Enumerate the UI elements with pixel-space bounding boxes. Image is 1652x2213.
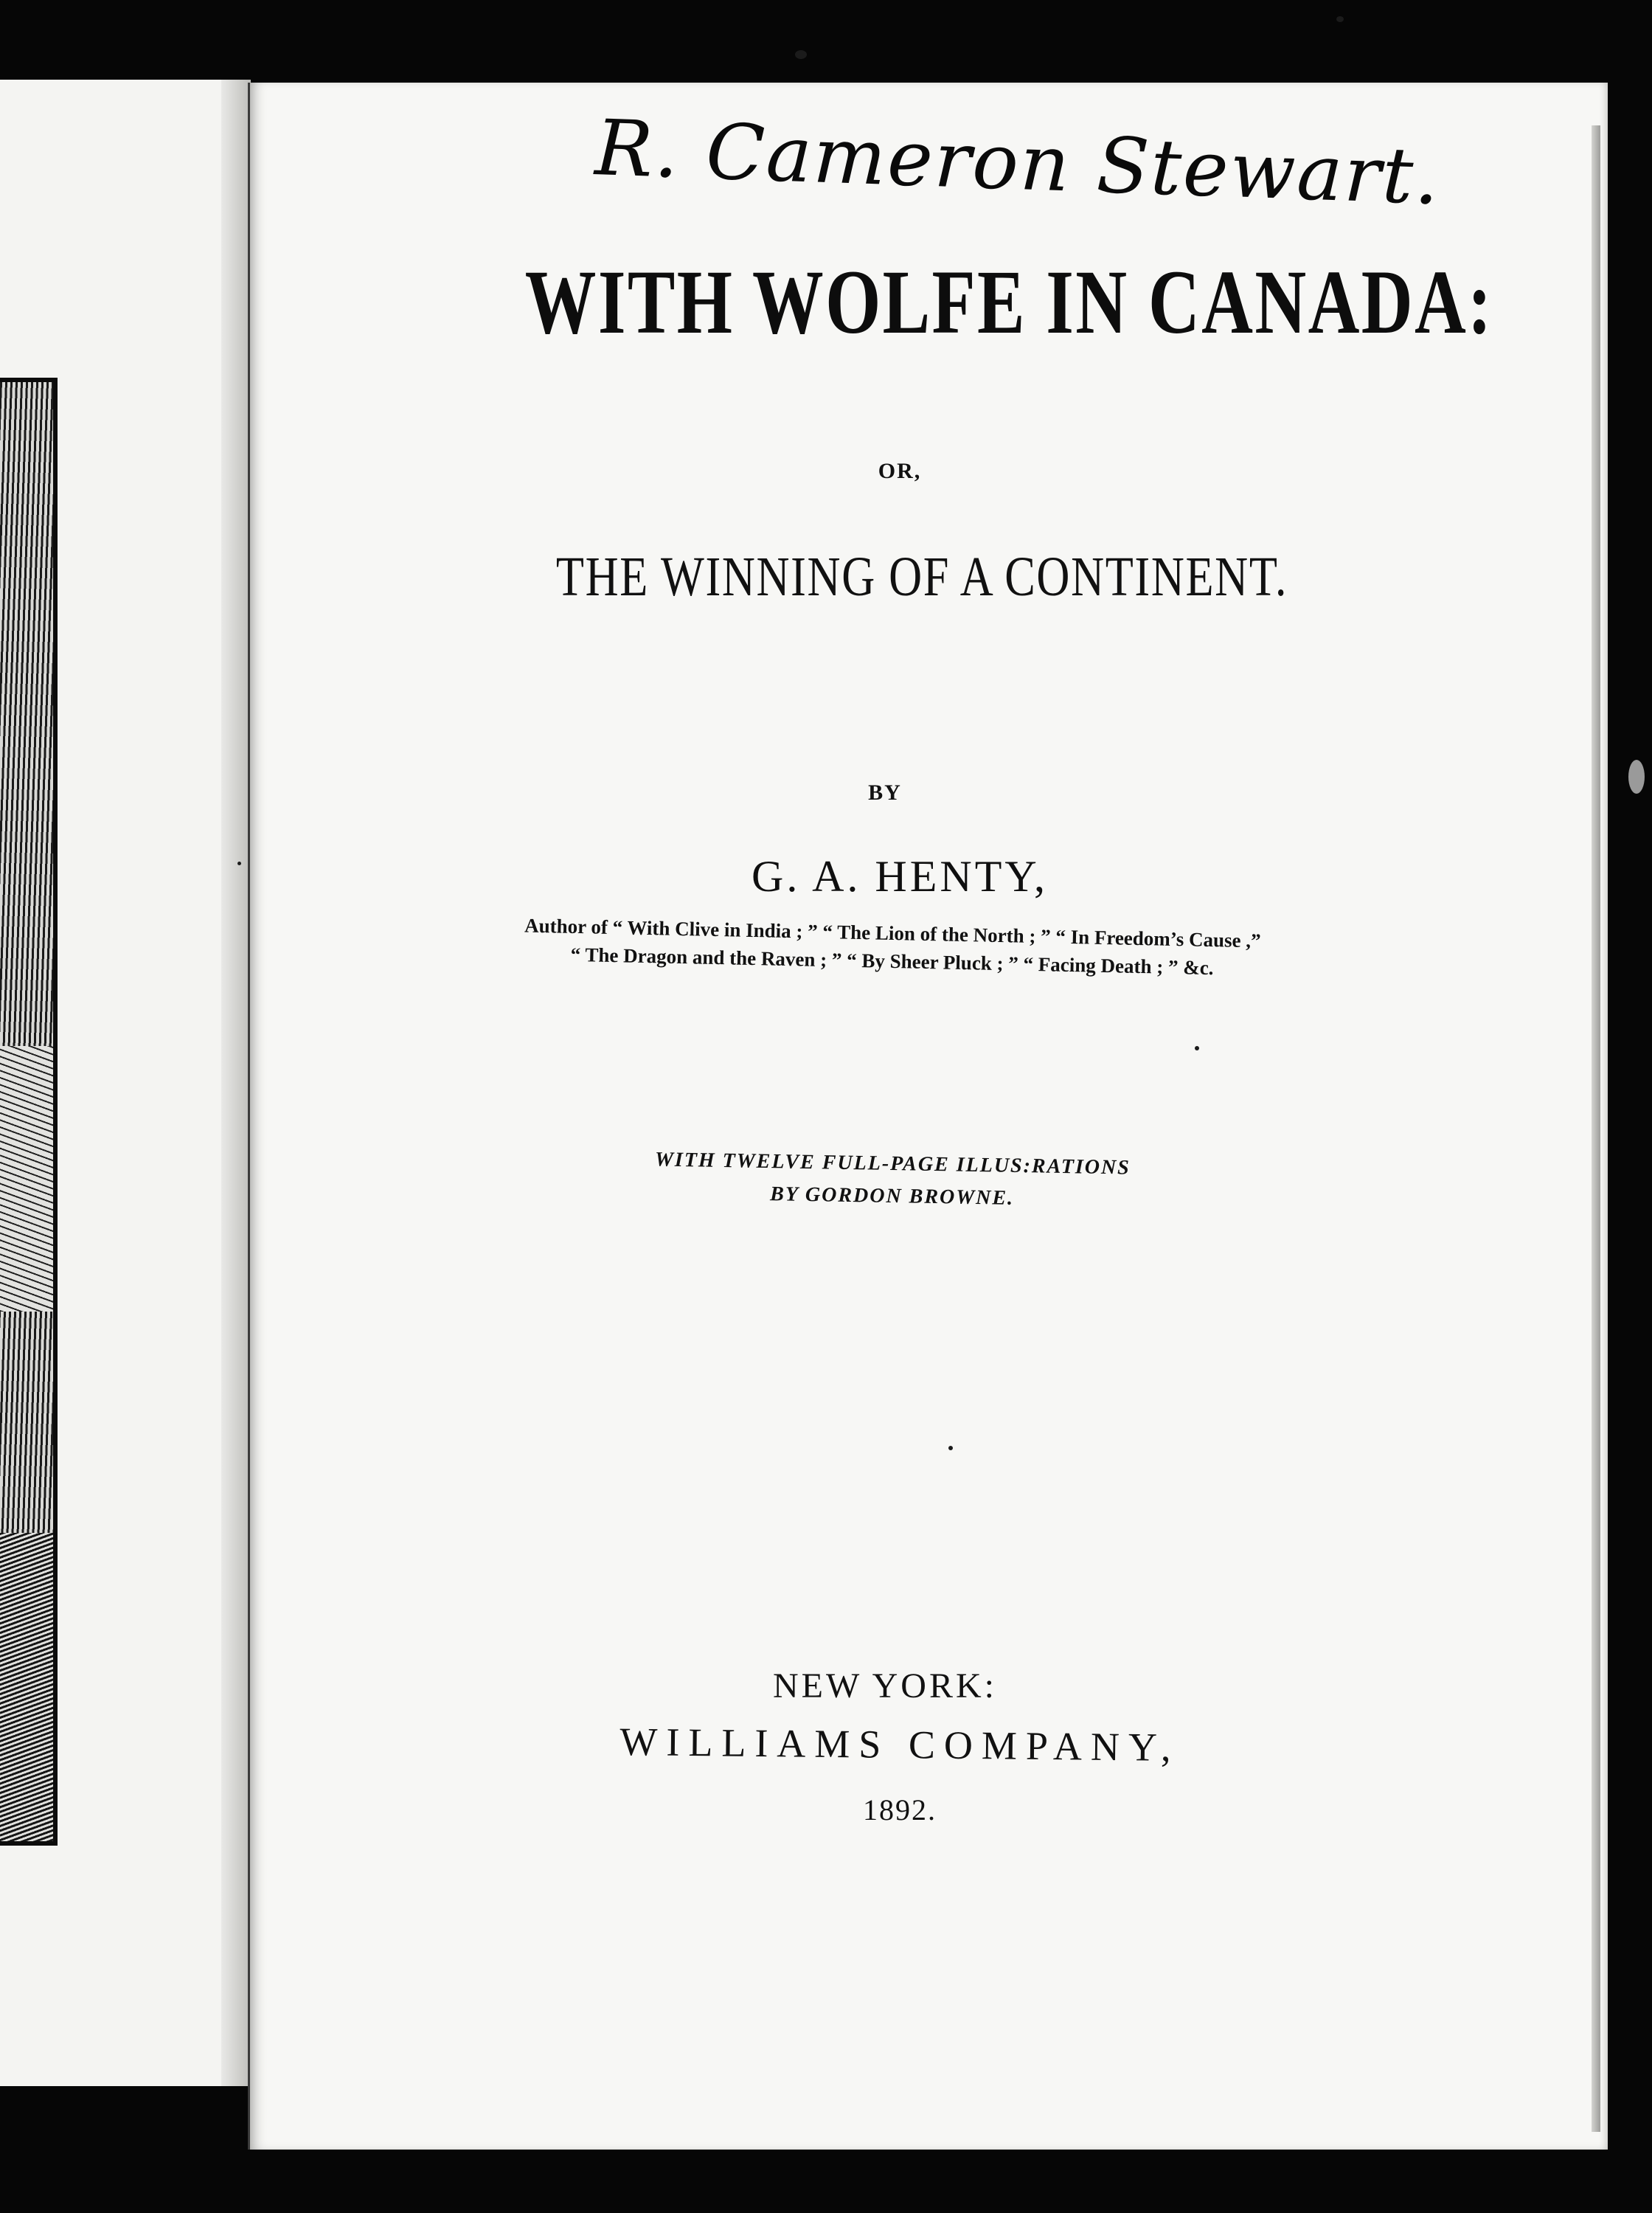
dust-speck [237,862,241,865]
illustrations-line: BY GORDON BROWNE. [769,1182,1015,1210]
illustrations-credit [560,1142,1224,1219]
illustrations-line: WITH TWELVE FULL-PAGE ILLUS:RATIONS [654,1148,1131,1180]
publication-year: 1892. [863,1793,937,1826]
other-works-line: Author of “ With Clive in India ; ” “ The Lion of the North ; ” “ In Freedom’s Cause ,” [524,914,1261,952]
title-connector: OR, [878,459,922,483]
dust-speck [795,50,807,59]
engraving-grass [0,1533,53,1846]
publication-place: NEW YORK: [773,1666,997,1705]
dust-speck [948,1446,953,1450]
other-works-line: “ The Dragon and the Raven ; ” “ By Sheer Pluck ; ” “ Facing Death ; ” &c. [570,943,1214,980]
engraving-hatching [0,1046,53,1312]
dust-speck [1336,16,1344,22]
book-title: WITH WOLFE IN CANADA: [524,252,1493,353]
book-subtitle: THE WINNING OF A CONTINENT. [555,546,1288,608]
page-fold-line [248,83,250,2150]
dust-speck [1628,760,1645,794]
gutter-shadow [221,80,251,2086]
frontispiece-illustration-edge [0,378,58,1846]
title-page [249,83,1608,2150]
byline-label: BY [868,780,902,805]
publisher-name: WILLIAMS COMPANY, [620,1720,1180,1770]
page-right-edge [1592,125,1600,2132]
dust-speck [1195,1046,1199,1050]
author-name: G. A. HENTY, [752,852,1048,901]
owner-signature: R. Cameron Stewart. [593,103,1443,222]
